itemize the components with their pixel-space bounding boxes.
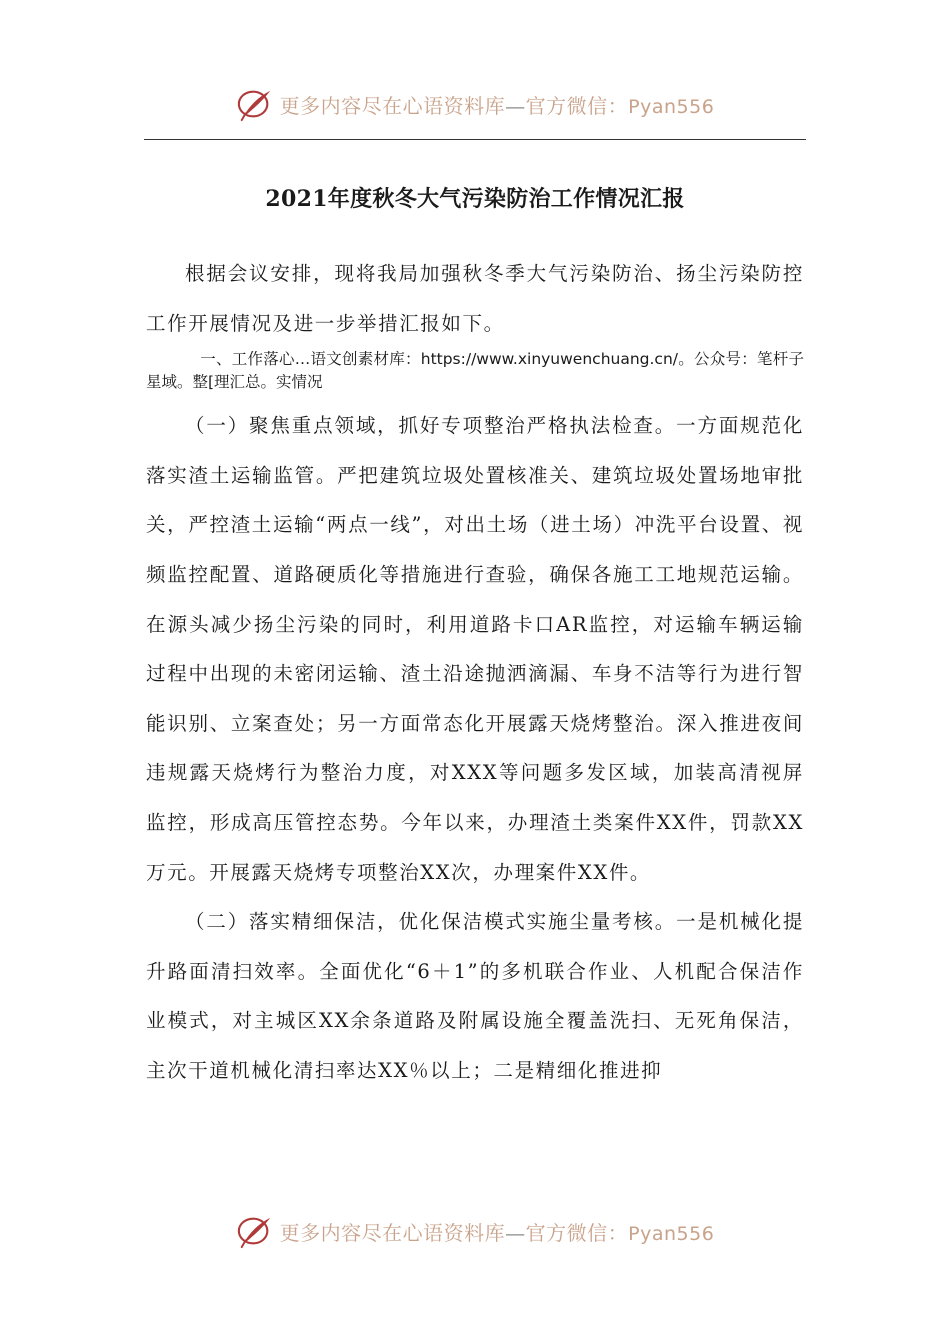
- document-title: 2021年度秋冬大气污染防治工作情况汇报: [265, 186, 685, 212]
- paragraph-section-2: （二）落实精细保洁，优化保洁模式实施尘量考核。一是机械化提升路面清扫效率。全面优化“6＋1”的多机联合作业、人机配合保洁作业模式，对主城区XX余条道路及附属设施全覆盖洗扫、无死角保洁，主次干道机械化清扫率达XX％以上；二是精细化推进抑: [146, 910, 804, 1082]
- footer-banner-text: 更多内容尽在心语资料库—官方微信：Pyan556: [279, 1220, 715, 1245]
- paragraph-section-1: （一）聚焦重点领域，抓好专项整治严格执法检查。一方面规范化落实渣土运输监管。严把建筑垃圾处置核准关、建筑垃圾处置场地审批关，严控渣土运输“两点一线”，对出土场（进土场）冲洗平台设置、视频监控配置、道路硬质化等措施进行查验，确保各施工工地规范运输。在源头减少扬尘污染的同时，利用道路卡口AR监控，对运输车辆运输过程中出现的未密闭运输、渣土沿途抛洒滴漏、车身不洁等行为进行智能识别、立案查处；另一方面常态化开展露天烧烤整治。深入推进夜间违规露天烧烤行为整治力度，对XXX等问题多发区域，加装高清视屏监控，形成高压管控态势。今年以来，办理渣土类案件XX件，罚款XX万元。开展露天烧烤专项整治XX次，办理案件XX件。: [146, 414, 804, 884]
- quill-pen-logo-icon: [236, 85, 274, 123]
- header-banner: [0, 84, 950, 124]
- section-heading-watermark: 一、工作落心…语文创素材库：https://www.xinyuwenchuang.cn/。公众号：笔杆子星域。整[理汇总。实情况: [146, 350, 804, 392]
- header-divider: [144, 139, 806, 140]
- footer-banner: [0, 1211, 950, 1251]
- paragraph-intro: 根据会议安排，现将我局加强秋冬季大气污染防治、扬尘污染防控工作开展情况及进一步举措汇报如下。: [146, 262, 804, 335]
- header-banner-text: 更多内容尽在心语资料库—官方微信：Pyan556: [279, 93, 715, 118]
- document-body: [146, 249, 804, 1096]
- quill-pen-logo-icon: [236, 1212, 274, 1250]
